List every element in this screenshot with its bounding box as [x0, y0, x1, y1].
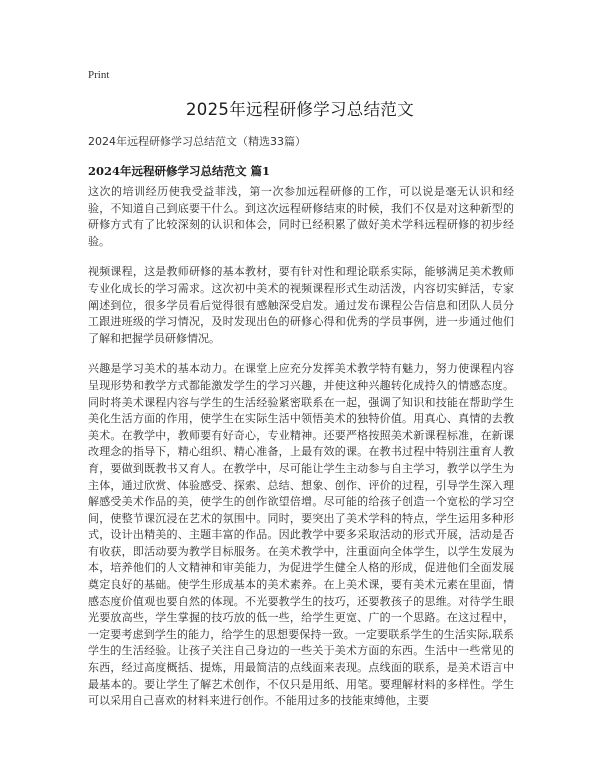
print-link[interactable]: Print	[88, 69, 110, 81]
paragraph: 视频课程，这是教师研修的基本教材，要有针对性和理论联系实际，能够满足美术教师专业化成长的学习需求。这次初中美术的视频课程形式生动活泼，内容切实鲜活，专家阐述到位，很多学员看后觉得很有感触深受启发。通过发布课程公告信息和团队人员分工跟进班级的学习情况，及时发现出色的研修心得和优秀的学员事例，进一步通过他们了解和把握学员研修情况。	[88, 265, 514, 345]
section-heading: 2024年远程研修学习总结范文 篇1	[88, 164, 271, 178]
document-title: 2025年远程研修学习总结范文	[186, 100, 414, 119]
document-body	[88, 184, 514, 724]
document-subtitle: 2024年远程研修学习总结范文（精选33篇）	[88, 135, 306, 148]
paragraph: 这次的培训经历使我受益菲浅，第一次参加远程研修的工作，可以说是毫无认识和经验，不知道自己到底要干什么。到这次远程研修结束的时候，我们不仅是对这种新型的研修方式有了比较深刻的认识和体会，同时已经积累了做好美术学科远程研修的初步经验。	[88, 185, 514, 248]
paragraph: 兴趣是学习美术的基本动力。在课堂上应充分发挥美术教学特有魅力，努力使课程内容呈现形势和教学方式都能激发学生的学习兴趣，并使这种兴趣转化成持久的情感态度。同时将美术课程内容与学生的生活经验紧密联系在一起，强调了知识和技能在帮助学生美化生活方面的作用，使学生在实际生活中领悟美术的独特价值。用真心、真情的去教美术。在教学中，教师要有好奇心，专业精神。还要严格按照美术新课程标准，在新课改理念的指导下，精心组织、精心准备，上最有效的课。在教书过程中特别注重育人教育，要做到既教书又育人。在教学中，尽可能让学生主动参与自主学习，教学以学生为主体，通过欣赏、体验感受、探索、总结、想象、创作、评价的过程，引导学生深入理解感受美术作品的美，使学生的创作欲望倍增。尽可能的给孩子创造一个宽松的学习空间，使整节课沉浸在艺术的氛围中。同时，要突出了美术学科的特点，学生运用多种形式，设计出精美的、主题丰富的作品。因此教学中要多采取活动的形式开展，活动是否有收获，即活动要为教学目标服务。在美术教学中，注重面向全体学生，以学生发展为本，培养他们的人文精神和审美能力，为促进学生健全人格的形成，促进他们全面发展奠定良好的基础。使学生形成基本的美术素养。在上美术课，要有美术元素在里面，情感态度价值观也要自然的体现。不光要教学生的技巧，还要教孩子的思维。对待学生眼光要放高些，学生掌握的技巧放的低一些，给学生更宽、广的一个思路。在这过程中，一定要考虑到学生的能力，给学生的思想要保持一致。一定要联系学生的生活实际,联系学生的生活经验。让孩子关注自己身边的一些关于美术方面的东西。生活中一些常见的东西，经过高度概括、提炼，用最简洁的点线面来表现。点线面的联系，是美术语言中最基本的。要让学生了解艺术创作，不仅只是用纸、用笔。要理解材料的多样性。学生可以采用自己喜欢的材料来进行创作。不能用过多的技能束缚他，主要	[88, 362, 514, 708]
